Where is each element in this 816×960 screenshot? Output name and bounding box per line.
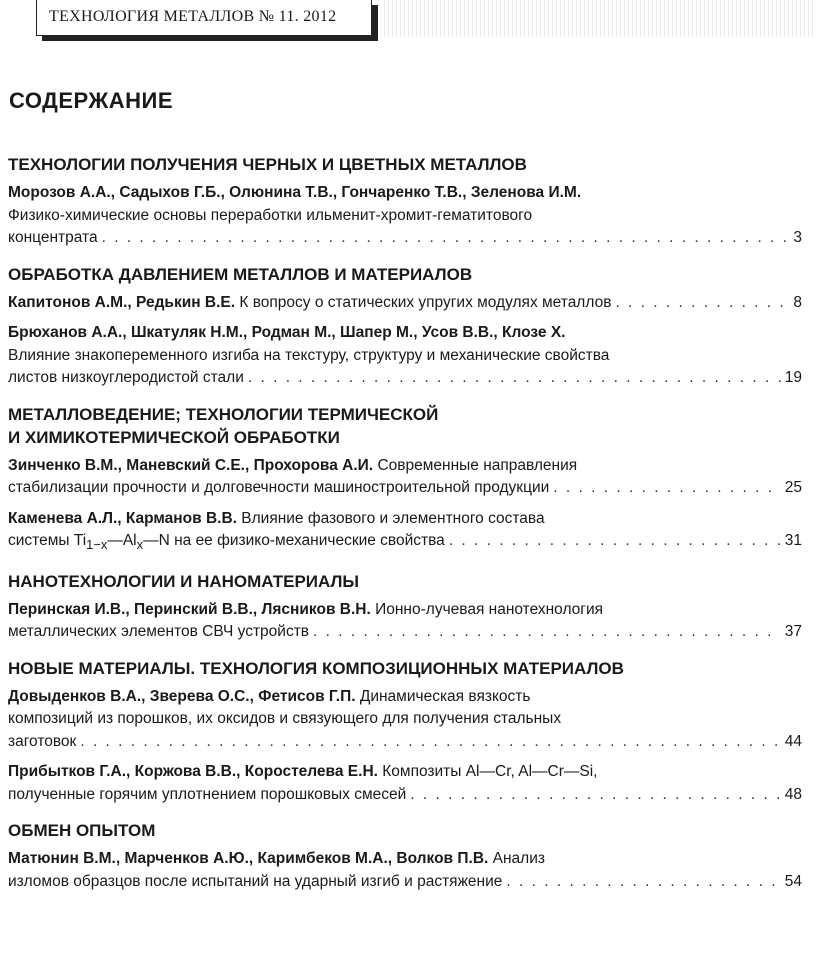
entry-authors: Матюнин В.М., Марченков А.Ю., Каримбеков М.А., Волков П.В. [8, 850, 489, 868]
entry-title-last: металлических элементов СВЧ устройств [8, 623, 310, 641]
entry-authors: Каменева А.Л., Карманов В.В. [8, 509, 237, 527]
toc-entry[interactable] [8, 508, 802, 557]
page-number: 25 [784, 479, 802, 496]
page-number: 31 [784, 532, 802, 549]
toc-section [8, 570, 802, 644]
toc-section [8, 153, 802, 250]
entry-title-last: системы $Ti_{1-x}—Al_x—N$ на ее физико-механические свойства [8, 532, 445, 553]
dot-leader [449, 530, 781, 553]
entry-authors: Морозов А.А., Садыхов Г.Б., Олюнина Т.В., Гончаренко Т.В., Зеленова И.М. [8, 184, 582, 201]
section-title: НОВЫЕ МАТЕРИАЛЫ. ТЕХНОЛОГИЯ КОМПОЗИЦИОННЫХ МАТЕРИАЛОВ [8, 658, 624, 678]
header-texture [384, 0, 816, 38]
toc-entry[interactable] [8, 292, 802, 315]
section-title: ТЕХНОЛОГИИ ПОЛУЧЕНИЯ ЧЕРНЫХ И ЦВЕТНЫХ МЕТАЛЛОВ [8, 155, 527, 174]
page-number: 19 [784, 369, 802, 386]
section-title: ОБРАБОТКА ДАВЛЕНИЕМ МЕТАЛЛОВ И МАТЕРИАЛОВ [8, 264, 473, 284]
page-number: 48 [784, 785, 802, 803]
entry-authors: Прибытков Г.А., Коржова В.В., Коростелева Е.Н. [8, 763, 378, 781]
dot-leader [410, 784, 780, 807]
page-number: 54 [784, 872, 802, 890]
entry-title-last: заготовок [8, 732, 77, 750]
toc-entry[interactable] [8, 761, 802, 806]
entry-title: Современные направления [377, 456, 578, 474]
toc-section [8, 819, 802, 893]
page-number: 37 [784, 623, 802, 641]
toc-entry[interactable] [8, 182, 802, 250]
entry-title-last: изломов образцов после испытаний на ударный изгиб и растяжение [8, 872, 503, 890]
entry-title: Анализ [492, 850, 545, 868]
dot-leader [248, 367, 781, 390]
entry-title-last: стабилизации прочности и долговечности машиностроительной продукции [8, 479, 550, 496]
journal-header: ТЕХНОЛОГИЯ МЕТАЛЛОВ № 11. 2012 [36, 0, 372, 36]
page-title: СОДЕРЖАНИЕ [9, 88, 174, 113]
page-number: 8 [793, 293, 802, 311]
entry-authors: Зинченко В.М., Маневский С.Е., Прохорова А.И. [8, 456, 374, 474]
section-title: И ХИМИКОТЕРМИЧЕСКОЙ ОБРАБОТКИ [8, 427, 340, 447]
dot-leader [506, 871, 780, 894]
toc-entry[interactable] [8, 686, 802, 754]
entry-title: Композиты Al—Cr, Al—Cr—Si, [382, 763, 598, 781]
toc-section [8, 403, 802, 557]
entry-authors: Довыденков В.А., Зверева О.С., Фетисов Г.П. [8, 687, 356, 705]
entry-title-last: листов низкоуглеродистой стали [8, 369, 244, 386]
dot-leader [615, 292, 789, 315]
entry-title: Влияние фазового и элементного состава [241, 509, 545, 527]
toc-entry[interactable] [8, 848, 802, 893]
page-number: 3 [793, 229, 802, 246]
section-title: ОБМЕН ОПЫТОМ [8, 821, 156, 841]
entry-title-last: концентрата [8, 229, 98, 246]
section-title: МЕТАЛЛОВЕДЕНИЕ; ТЕХНОЛОГИИ ТЕРМИЧЕСКОЙ [8, 404, 439, 424]
toc-entry[interactable] [8, 599, 802, 644]
dot-leader [553, 477, 780, 500]
dot-leader [313, 621, 781, 644]
section-title: НАНОТЕХНОЛОГИИ И НАНОМАТЕРИАЛЫ [8, 571, 360, 591]
toc-section [8, 263, 802, 390]
page-number: 44 [784, 732, 802, 750]
toc-entry[interactable] [8, 455, 802, 500]
entry-authors: Брюханов А.А., Шкатуляк Н.М., Родман М., Шапер М., Усов В.В., Клозе Х. [8, 324, 566, 341]
toc-entry[interactable] [8, 322, 802, 390]
entry-title: Ионно-лучевая нанотехнология [375, 600, 604, 618]
dot-leader [80, 731, 780, 754]
entry-authors: Перинская И.В., Перинский В.В., Лясников В.Н. [8, 600, 371, 618]
entry-title-line: Влияние знакопеременного изгиба на текстуру, структуру и механические свойства [8, 346, 610, 364]
entry-title-line: композиций из порошков, их оксидов и связующего для получения стальных [8, 710, 562, 728]
entry-title-last: полученные горячим уплотнением порошковых смесей [8, 785, 407, 803]
entry-title-line: Физико-химические основы переработки ильменит-хромит-гематитового [8, 206, 533, 224]
entry-authors: Капитонов А.М., Редькин В.Е. [8, 293, 236, 311]
entry-title: Динамическая вязкость [359, 687, 531, 705]
table-of-contents [8, 153, 802, 906]
dot-leader [102, 227, 790, 250]
entry-title: К вопросу о статических упругих модулях металлов [239, 293, 612, 311]
toc-section [8, 657, 802, 807]
